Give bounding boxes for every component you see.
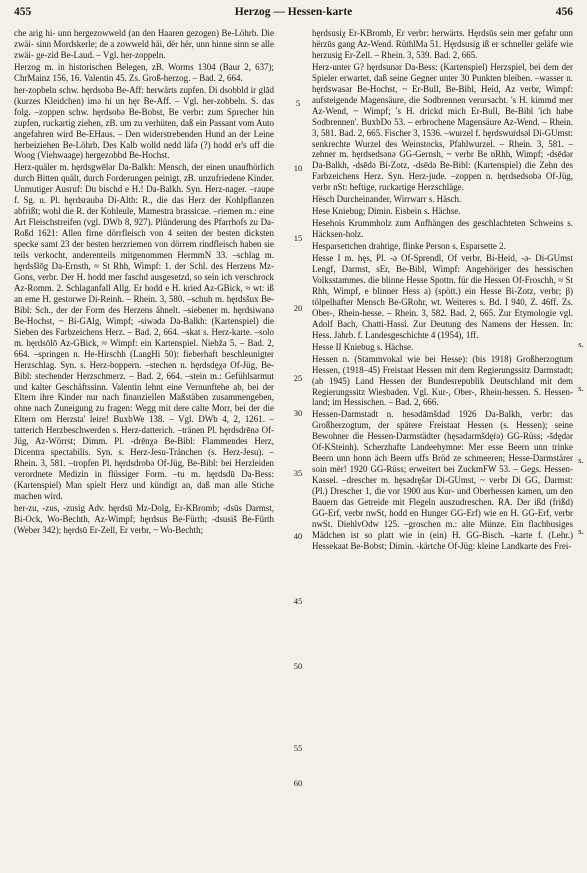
entry-her-zu: her-zu, -zus, -zusig Adv. hęrdsū Mz-Dolg, Er-KBromb; -dsūs Darmst, Bi-Ock, Wo-Bechth, Az-Wimpf; hęrdsus Be-Fürth; -dsusiš Be-Fürth (Weber 342); hęrdsū Er-Zell, Er verbr, ~ Wo-Bechth;: [14, 502, 274, 535]
margin-mark: s.: [578, 455, 584, 465]
entry-herzog: Herzog m. in historischen Belegen, zB. Worms 1304 (Baur 2, 637); ChrMainz 156, 16. Valentin 45. Zs. Groß-herzog. – Bad. 2, 664.: [14, 61, 274, 83]
line-number: 45: [293, 596, 303, 606]
entry-hessen-darmstadt: Hessen-Darmstadt n. hesədāmšdad 1926 Da-Balkh, verbr: das Großherzogtum, der spätere Freistaat Hessen (s. Hessen); seine Bewohner die Hessen-Darmstädter (hęsədarmšdęṙə) GG-Rüss; -šdędər Of-KSteinh). Scherzhafte Landeehymne: Mer esse Beern unn trinke Beern unn honn äch Beern uffs Bröd ze schmeeren; Hesse-Darmstärer soin mër! 1920 GG-Rüss; erweitert bei ZuckmFW 53. – Gegs. Hessen-Kassel. –drescher m. hęsədręšər Di-GUmst, ~ verbr Di GG, Darmst: (Pl.) Drescher 1, die vor 1900 aus Kur- und Oberhessen kamen, um den Bauern das Getreide mit Flegeln auszudreschen. RA. Der ißd (frißd) GG-Erf, verbr nwSt, hodd en Hunger GG-Erf) wie en H. GG-Erf, verbr nwSt. DiehlvOdw 125. –groschen m.: alte Münze. Ein flachbusiges Mädchen ist so platt wie in (ein) H. GG-Bisch. –karte f. (Lehr.) Hessekaat Be-Bobst; Dimin. -kärtche Of-Jüg: kleine Landkarte des Frei-: [312, 409, 573, 551]
entry-hese: Hese Kniebug; Dimin. Eisbein s. Hächse.: [312, 206, 461, 217]
line-number: 30: [293, 408, 303, 418]
line-number: 60: [293, 778, 303, 788]
left-column: [14, 28, 274, 863]
line-number: 15: [293, 233, 303, 243]
entry-herz-quaeler: Herz-quäler m. hęrdsgwēlər Da-Balkh: Mensch, der einen unaufhörlich durch Bitten quält, durch Forderungen peinigt, zB. unzufriedene Kinder. Unmutiger Ausruf: Du bischd e H.! Da-Balkh. Syn. Herz-nager. –raupe f. Sg. u. Pl. hęrdsraubə Di-Alth: R., die das Herz der Kohlpflanzen abfrißt; wohl die R. der Kohleule, Mamestra brassicae. –riemen m.: eine Art Fleischstreifen (vgl. DWb 8, 927). Plünderung des Pfarrhofs zu Da-Roßd 1621: Allen firne dörrfleisch von 4 seiten der besten dicksten specke samt 23 der besten herzriemen von dörrem rindfleisch haben sie teils verkocht, anderenteils mitgenommen HermmN 33. –schlag m. hęrdsšlōg Da-Ernsth, ≈ St Rhh, Wimpf: 1. der Schl. des Herzens Mz-Gons, verbr. Der H. hodd mer faschd ausgesetzd, so sein ich verschrock Az-Romm. 2. Schlaganfall Allg. Er hodd e H. kried Az-GBick, ≈ wt: iß an eme H. gestorwe Di-Reinh. – Rhein. 3, 580. –schuh m. hęrdsšux Be-Bibl: Sch., der der Form des Herzens ähnelt. –siebener m. hęrdsiwənə Be-Hochst, ~ Bi-GAlg, Wimpf; -siwədə Da-Balkh: (Kartenspiel) die Sieben des Farbzeichens Herz. – Bad. 2, 664. –skat s. Herz-karte. –solo m. hęrdsōlō Az-GBick, ≈ Wimpf: ein Kartenspiel. Niebža 5. – Bad. 2, 664. –springen n. He-Hirschh (LangHi 50): fieberhaft beschleunigter Herzschlag. Syn. s. Herz-boppern. –stechen n. hęrdsdęχə Of-Jüg, Be-Bibl: stechender Herzschmerz. – Bad. 2, 664. –stein m.: Gefühlsarmut und kalter Geschäftssinn. Valentin lehnt eine Vernunftehe ab, bei der Eltern ihre Kinder nur nach finanziellen Maßstäben zusammengeben, ohne nach Zuneigung zu fragen: Wegg mit dere calte Morr, bei der die Eltern om Herzsta' leire! BuxbWe 138. – Vgl. DWb 4, 2, 1261. –tatterich Herzbeschwerden s. Herz-datterich. –tränen Pl. hęrdsdrēnə Of-Jüg, Az-Wörrst; Dimm. Pl. -drēnχə Be-Bibl: Flammendes Herz, Dicentra spectabilis. Syn. s. Herz-Jesu-Tränchen (s. Herz-Jesu). – Rhein. 3, 581. –tropfen Pl. hęrdsdrobə Of-Jüg, Be-Bibl: bei Herzleiden verordnete Medizin in flüssiger Form. –tu m. hęrdsdū Da-Bess: (Kartenspiel) Man spielt Herz und kündigt an, daß man alle Stiche machen wird.: [14, 162, 274, 502]
margin-mark: s.: [578, 339, 584, 349]
entry-herzusig: hęrdsusiχ Er-KBromb, Er verbr: herwärts. Hęrdsūs sein mer gefahr unn hërzūs gang Az-Wend. RüthlMa 51. Hęrdsusig iß er schneller geläfe wie herzusig Er-Zell. – Rhein. 3, 539. Bad. 2, 665.: [312, 28, 573, 60]
entry-hesch: Hësch Durcheinander, Wirrwarr s. Häsch.: [312, 194, 462, 205]
entry-hesehois: Hesehois Krummholz zum Aufhängen des geschlachteten Schweins s. Häcksen-holz.: [312, 218, 573, 240]
page-number-left: 455: [14, 6, 32, 18]
entry-hessen: Hessen n. (Stammvokal wie bei Hesse): (bis 1918) Großherzogtum Hessen, (1918–45) Freistaat Hessen mit dem Regierungssitz Darmstadt; (ab 1945) Land Hessen der Bundesrepublik Deutschland mit dem Regierungssitz Wiesbaden. Vgl. Kur-, Ober-, Rhein-hessen. S. Hessen-land; im Hessischen. – Bad. 2, 666.: [312, 353, 573, 408]
entry-hesse-i: Hesse I m. hęs, Pl. -ə Of-Sprendl, Of verbr, Bi-Heid, -ə- Di-GUmst Lengf, Darmst, sEr, Be-Bibl, Wimpf: Angehöriger des hessischen Volksstammes. die blinne Hesse Spottn. für die Hessen Of-Froschh, ≈ St Rhh, Wimpf, e blinner Hess a) (spött.) ein Hesse Bi-Zotz, verbr; β) tölpelhafter Mensch Be-GRohr, wt. Weiteres s. Bd. I 940, Z. 46ff. Zs. Ober-, Rhein-hesse. – Rhein. 3, 582. Bad. 2, 665. Zur Etymologie vgl. Adolf Bach, Chatti-Hassi. Zur Deutung des Namens der Hessen. In: Hess. Jahrb. f. Landesgeschichte 4 (1954), 1ff.: [312, 253, 573, 340]
entry-hesse-ii: Hesse II Kniebug s. Hächse.: [312, 341, 414, 352]
margin-mark: s.: [578, 526, 584, 536]
line-number: 55: [293, 743, 303, 753]
running-title: Herzog — Hessen-karte: [234, 6, 353, 18]
right-column: [312, 28, 573, 863]
margin-mark: s.: [578, 383, 584, 393]
page-header: [14, 6, 573, 22]
entry-hesparsettchen: Hesparsettchen drahtige, flinke Person s. Esparsette 2.: [312, 241, 506, 252]
line-number: 10: [293, 163, 303, 173]
line-number: 50: [293, 661, 303, 671]
line-number: 40: [293, 531, 303, 541]
line-number: 35: [293, 468, 303, 478]
page-number-right: 456: [555, 6, 573, 18]
line-number: 20: [293, 303, 303, 313]
line-number: 5: [295, 98, 301, 108]
line-number: 25: [293, 373, 303, 383]
entry-her-zopbeln: her-zopbeln schw. hęrdsobə Be-Aff: herwärts zupfen. Di dsobbld ir glād (kurzes Kleidchen) imə hi un hęr Be-Aff. – Vgl. her-zobbeln. S. das folg. –zoppen schw. hęrdsobə Be-Bobst, Be verbr: zum Sprecher hin zupfen, ruckartig ziehen, zB. um zu verhüten, daß ein Passant vom Auto angefahren wird Be-EHaus. – Den widerstrebenden Hund an der Leine herbeiziehen Be-Löhrb. Des Kalb wolld nedd läfə (?) hodd er's uff die Woog (Viehwaage) hergezobbd Be-Hochst.: [14, 84, 274, 161]
entry-herzoweld: che arig hi- unn hergezowweld (an den Haaren gezogen) Be-Löhrb. Die zwäi- sinn Mordskerle; de a zowweld häi, dër hër, unn hinne sinn se alle zwäi- ge-zid Be-Laud. – Vgl. her-zoppeln.: [14, 28, 274, 60]
entry-herz-unter: Herz-unter G? hęrdsunər Da-Bess: (Kartenspiel) Herzspiel, bei dem der Spieler erwartet, daß seine Gegner unter 30 Punkten bleiben. –wasser n. hęrdswasər Be-Hochst, ~ Er-Bull, Be-Bibl, Heid, Az verbr, Wimpf: aufsteigende Magensäure, die Sodbrennen verursacht. 's H. kimmd mer Az-Wend, ~ Wimpf; 's H. drickd mich Er-Bull, Be-Bibl 'ich habe Sodbrennen'. BuxbDo 53. – erbrochene Magensäure Az-Wend. – Rhein. 3, 581. Bad. 2, 665. Fischer 3, 1536. –wurzel f. hęrdswuṙdsəl Di-GUmst: senkrechte Wurzel des Weinstocks, Pfahlwurzel. – Rhein. 3, 581. –zehner m. hęrdsedsənə GG-Gernsh, ~ verbr Be nRhh, Wimpf; -dsēdər Da-Balkh, -dsēdə Bi-Zotz, -dsēdə Be-Bibl: (Kartenspiel) die Zehn des Farbzeichens Herz. Syn. Herz-jude. –zoppen n. hęrdsedsobə Of-Jüg, verbr nSt: heftige, ruckartige Herzschläge.: [312, 61, 573, 193]
